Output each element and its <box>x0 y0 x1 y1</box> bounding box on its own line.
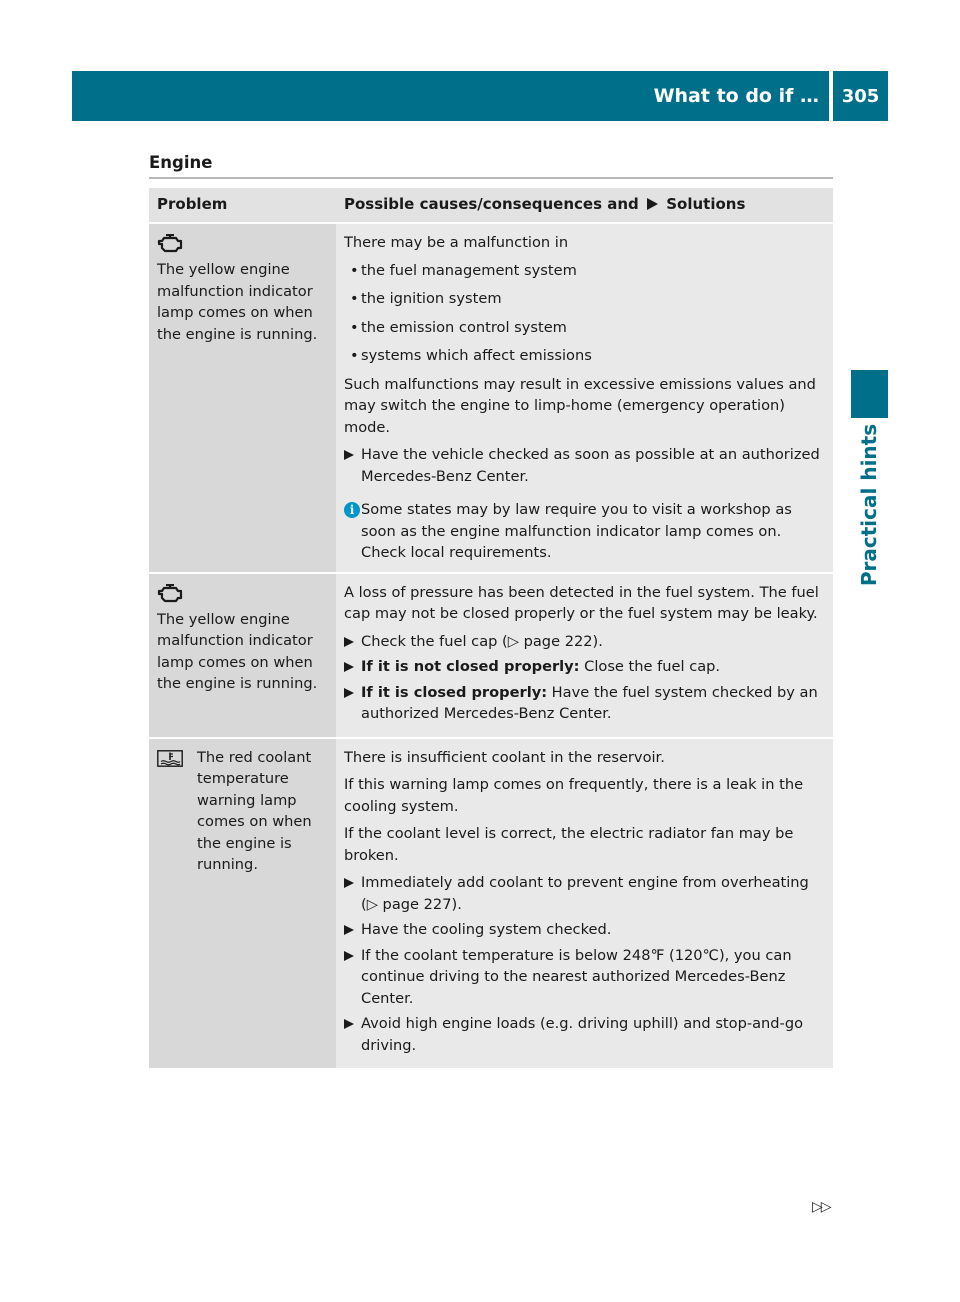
problem-text: The red coolant temperature warning lamp comes on when the engine is running. <box>197 748 312 873</box>
cause-text: A loss of pressure has been detected in the fuel system. The fuel cap may not be closed properly or the fuel system may be leaky. <box>344 583 819 622</box>
step-arrow-icon <box>344 637 354 647</box>
problem-cell <box>149 223 336 573</box>
cause-item: • systems which affect emissions <box>344 345 826 367</box>
step-arrow-icon <box>344 688 354 698</box>
page-header <box>72 71 888 121</box>
solution-step-text: Avoid high engine loads (e.g. driving uphill) and stop-and-go driving. <box>361 1015 804 1054</box>
cause-text: If this warning lamp comes on frequently, there is a leak in the cooling system. <box>344 776 804 815</box>
problem-text: The yellow engine malfunction indicator lamp comes on when the engine is running. <box>157 261 318 343</box>
chapter-title: What to do if … <box>653 85 819 107</box>
solution-step <box>344 656 826 678</box>
coolant-temperature-icon <box>157 750 183 767</box>
step-arrow-icon <box>344 925 354 935</box>
step-arrow-icon <box>344 662 354 672</box>
page-number: 305 <box>841 85 880 107</box>
solution-step <box>344 1013 826 1056</box>
section-title: Engine <box>149 153 213 172</box>
solution-cell <box>336 223 833 573</box>
step-arrow-icon <box>344 951 354 961</box>
engine-malfunction-icon <box>157 584 183 603</box>
info-note-text: Some states may by law require you to visit a workshop as soon as the engine malfunction indicator lamp comes on. Check local requirements. <box>361 501 792 561</box>
cause-text: There is insufficient coolant in the reservoir. <box>344 748 665 766</box>
solution-step-text: Have the fuel system checked by an authorized Mercedes-Benz Center. <box>361 683 818 722</box>
solution-step-text: Close the fuel cap. <box>579 658 721 675</box>
solution-step-text: Have the vehicle checked as soon as possible at an authorized Mercedes-Benz Center. <box>361 446 820 485</box>
solution-cell <box>336 573 833 738</box>
solution-step <box>344 919 826 941</box>
cause-item: • the fuel management system <box>344 260 826 282</box>
continued-arrows-icon: ▷▷ <box>812 1199 830 1215</box>
cause-item: • the emission control system <box>344 317 826 339</box>
column-header-problem: Problem <box>149 188 336 223</box>
cause-item: • the ignition system <box>344 288 826 310</box>
problem-content <box>157 747 329 876</box>
solution-step <box>344 945 826 1010</box>
table-row <box>149 223 833 573</box>
table-header-row <box>149 188 833 223</box>
solution-cell <box>336 738 833 1069</box>
cause-text: If the coolant level is correct, the electric radiator fan may be broken. <box>344 825 794 864</box>
info-icon: i <box>344 502 360 518</box>
column-header-solutions-prefix: Possible causes/consequences and <box>344 195 639 214</box>
solution-condition: If it is not closed properly: <box>361 658 580 675</box>
section-divider <box>149 177 833 179</box>
solution-step-text: If the coolant temperature is below 248℉ (120℃), you can continue driving to the nearest authorized Mercedes-Benz Center. <box>361 946 792 1007</box>
section-tab-label: Practical hints <box>857 423 881 587</box>
consequence-text: Such malfunctions may result in excessive emissions values and may switch the engine to limp-home (emergency operation) mode. <box>344 375 816 436</box>
problem-cell <box>149 738 336 1069</box>
section-tab <box>851 370 888 418</box>
troubleshooting-table <box>149 188 833 1068</box>
solution-step-text: Immediately add coolant to prevent engine from overheating (▷ page 227). <box>361 874 809 913</box>
step-arrow-icon <box>344 1019 354 1029</box>
solution-step <box>344 682 826 725</box>
column-header-solutions <box>336 188 833 223</box>
column-header-solutions-suffix: Solutions <box>666 195 746 214</box>
solution-arrow-icon <box>647 198 658 210</box>
step-arrow-icon <box>344 450 354 460</box>
problem-text: The yellow engine malfunction indicator lamp comes on when the engine is running. <box>157 610 318 692</box>
problem-cell <box>149 573 336 738</box>
solution-step-text: Check the fuel cap (▷ page 222). <box>361 632 603 650</box>
cause-intro: There may be a malfunction in <box>344 234 569 251</box>
solution-step <box>344 631 826 653</box>
step-arrow-icon <box>344 878 354 888</box>
solution-step-text: Have the cooling system checked. <box>361 921 612 938</box>
solution-step <box>344 444 826 487</box>
table-row <box>149 573 833 738</box>
solution-step <box>344 872 826 915</box>
solution-condition: If it is closed properly: <box>361 683 548 701</box>
table-row <box>149 738 833 1069</box>
info-note <box>344 499 826 564</box>
engine-malfunction-icon <box>157 234 183 253</box>
